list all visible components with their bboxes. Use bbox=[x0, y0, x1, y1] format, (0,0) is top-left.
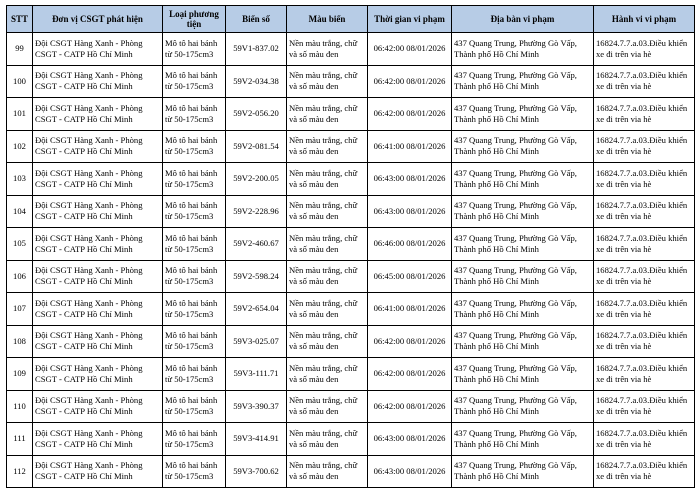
cell-time: 06:41:00 08/01/2026 bbox=[368, 130, 452, 163]
cell-time: 06:42:00 08/01/2026 bbox=[368, 98, 452, 131]
table-body bbox=[7, 33, 695, 488]
cell-plate-color: Nền màu trắng, chữ và số màu đen bbox=[287, 163, 368, 196]
cell-violation: 16824.7.7.a.03.Điều khiển xe đi trên via hè bbox=[594, 358, 695, 391]
header-stt: STT bbox=[7, 6, 33, 33]
cell-stt: 101 bbox=[7, 98, 33, 131]
cell-stt: 107 bbox=[7, 293, 33, 326]
violation-document bbox=[6, 5, 695, 488]
cell-time: 06:43:00 08/01/2026 bbox=[368, 163, 452, 196]
cell-unit: Đội CSGT Hàng Xanh - Phòng CSGT - CATP Hồ Chí Minh bbox=[33, 325, 163, 358]
cell-unit: Đội CSGT Hàng Xanh - Phòng CSGT - CATP Hồ Chí Minh bbox=[33, 293, 163, 326]
cell-violation: 16824.7.7.a.03.Điều khiển xe đi trên via hè bbox=[594, 455, 695, 488]
cell-vehicle: Mô tô hai bánh từ 50-175cm3 bbox=[163, 228, 226, 261]
cell-time: 06:43:00 08/01/2026 bbox=[368, 455, 452, 488]
cell-plate: 59V3-025.07 bbox=[226, 325, 287, 358]
cell-vehicle: Mô tô hai bánh từ 50-175cm3 bbox=[163, 455, 226, 488]
cell-violation: 16824.7.7.a.03.Điều khiển xe đi trên via hè bbox=[594, 33, 695, 66]
cell-stt: 102 bbox=[7, 130, 33, 163]
cell-time: 06:45:00 08/01/2026 bbox=[368, 260, 452, 293]
cell-location: 437 Quang Trung, Phường Gò Vấp, Thành phố Hồ Chí Minh bbox=[452, 390, 594, 423]
cell-time: 06:43:00 08/01/2026 bbox=[368, 195, 452, 228]
cell-location: 437 Quang Trung, Phường Gò Vấp, Thành phố Hồ Chí Minh bbox=[452, 423, 594, 456]
cell-unit: Đội CSGT Hàng Xanh - Phòng CSGT - CATP Hồ Chí Minh bbox=[33, 455, 163, 488]
cell-violation: 16824.7.7.a.03.Điều khiển xe đi trên via hè bbox=[594, 195, 695, 228]
header-violation: Hành vi vi phạm bbox=[594, 6, 695, 33]
cell-stt: 106 bbox=[7, 260, 33, 293]
cell-plate: 59V1-837.02 bbox=[226, 33, 287, 66]
header-vehicle: Loại phương tiện bbox=[163, 6, 226, 33]
cell-location: 437 Quang Trung, Phường Gò Vấp, Thành phố Hồ Chí Minh bbox=[452, 293, 594, 326]
cell-unit: Đội CSGT Hàng Xanh - Phòng CSGT - CATP Hồ Chí Minh bbox=[33, 260, 163, 293]
cell-plate-color: Nền màu trắng, chữ và số màu đen bbox=[287, 358, 368, 391]
cell-plate: 59V2-200.05 bbox=[226, 163, 287, 196]
cell-plate-color: Nền màu trắng, chữ và số màu đen bbox=[287, 130, 368, 163]
header-plate-color: Màu biển bbox=[287, 6, 368, 33]
cell-violation: 16824.7.7.a.03.Điều khiển xe đi trên via hè bbox=[594, 325, 695, 358]
table-row bbox=[7, 358, 695, 391]
cell-time: 06:42:00 08/01/2026 bbox=[368, 33, 452, 66]
cell-location: 437 Quang Trung, Phường Gò Vấp, Thành phố Hồ Chí Minh bbox=[452, 325, 594, 358]
cell-plate-color: Nền màu trắng, chữ và số màu đen bbox=[287, 260, 368, 293]
cell-unit: Đội CSGT Hàng Xanh - Phòng CSGT - CATP Hồ Chí Minh bbox=[33, 228, 163, 261]
table-row bbox=[7, 130, 695, 163]
cell-unit: Đội CSGT Hàng Xanh - Phòng CSGT - CATP Hồ Chí Minh bbox=[33, 65, 163, 98]
cell-unit: Đội CSGT Hàng Xanh - Phòng CSGT - CATP Hồ Chí Minh bbox=[33, 163, 163, 196]
cell-plate: 59V2-034.38 bbox=[226, 65, 287, 98]
table-row bbox=[7, 423, 695, 456]
cell-stt: 99 bbox=[7, 33, 33, 66]
cell-time: 06:42:00 08/01/2026 bbox=[368, 65, 452, 98]
cell-plate-color: Nền màu trắng, chữ và số màu đen bbox=[287, 195, 368, 228]
cell-vehicle: Mô tô hai bánh từ 50-175cm3 bbox=[163, 130, 226, 163]
cell-location: 437 Quang Trung, Phường Gò Vấp, Thành phố Hồ Chí Minh bbox=[452, 260, 594, 293]
cell-location: 437 Quang Trung, Phường Gò Vấp, Thành phố Hồ Chí Minh bbox=[452, 33, 594, 66]
cell-location: 437 Quang Trung, Phường Gò Vấp, Thành phố Hồ Chí Minh bbox=[452, 358, 594, 391]
cell-vehicle: Mô tô hai bánh từ 50-175cm3 bbox=[163, 293, 226, 326]
cell-stt: 100 bbox=[7, 65, 33, 98]
cell-unit: Đội CSGT Hàng Xanh - Phòng CSGT - CATP Hồ Chí Minh bbox=[33, 98, 163, 131]
cell-violation: 16824.7.7.a.03.Điều khiển xe đi trên via hè bbox=[594, 130, 695, 163]
cell-vehicle: Mô tô hai bánh từ 50-175cm3 bbox=[163, 98, 226, 131]
header-plate: Biển số bbox=[226, 6, 287, 33]
cell-unit: Đội CSGT Hàng Xanh - Phòng CSGT - CATP Hồ Chí Minh bbox=[33, 195, 163, 228]
table-row bbox=[7, 325, 695, 358]
cell-location: 437 Quang Trung, Phường Gò Vấp, Thành phố Hồ Chí Minh bbox=[452, 228, 594, 261]
cell-vehicle: Mô tô hai bánh từ 50-175cm3 bbox=[163, 195, 226, 228]
cell-unit: Đội CSGT Hàng Xanh - Phòng CSGT - CATP Hồ Chí Minh bbox=[33, 358, 163, 391]
cell-location: 437 Quang Trung, Phường Gò Vấp, Thành phố Hồ Chí Minh bbox=[452, 455, 594, 488]
table-row bbox=[7, 98, 695, 131]
table-row bbox=[7, 455, 695, 488]
table-row bbox=[7, 163, 695, 196]
cell-vehicle: Mô tô hai bánh từ 50-175cm3 bbox=[163, 325, 226, 358]
cell-plate: 59V2-228.96 bbox=[226, 195, 287, 228]
cell-plate: 59V2-460.67 bbox=[226, 228, 287, 261]
cell-stt: 105 bbox=[7, 228, 33, 261]
cell-plate-color: Nền màu trắng, chữ và số màu đen bbox=[287, 325, 368, 358]
cell-plate-color: Nền màu trắng, chữ và số màu đen bbox=[287, 228, 368, 261]
cell-location: 437 Quang Trung, Phường Gò Vấp, Thành phố Hồ Chí Minh bbox=[452, 195, 594, 228]
cell-vehicle: Mô tô hai bánh từ 50-175cm3 bbox=[163, 65, 226, 98]
cell-violation: 16824.7.7.a.03.Điều khiển xe đi trên via hè bbox=[594, 98, 695, 131]
cell-plate-color: Nền màu trắng, chữ và số màu đen bbox=[287, 390, 368, 423]
cell-plate: 59V2-081.54 bbox=[226, 130, 287, 163]
cell-violation: 16824.7.7.a.03.Điều khiển xe đi trên via hè bbox=[594, 293, 695, 326]
cell-plate: 59V2-654.04 bbox=[226, 293, 287, 326]
header-location: Địa bàn vi phạm bbox=[452, 6, 594, 33]
header-row bbox=[7, 6, 695, 33]
cell-location: 437 Quang Trung, Phường Gò Vấp, Thành phố Hồ Chí Minh bbox=[452, 98, 594, 131]
cell-location: 437 Quang Trung, Phường Gò Vấp, Thành phố Hồ Chí Minh bbox=[452, 130, 594, 163]
table-row bbox=[7, 65, 695, 98]
table-row bbox=[7, 228, 695, 261]
cell-time: 06:42:00 08/01/2026 bbox=[368, 390, 452, 423]
cell-stt: 110 bbox=[7, 390, 33, 423]
cell-plate: 59V2-056.20 bbox=[226, 98, 287, 131]
table-row bbox=[7, 195, 695, 228]
cell-violation: 16824.7.7.a.03.Điều khiển xe đi trên via hè bbox=[594, 65, 695, 98]
cell-time: 06:46:00 08/01/2026 bbox=[368, 228, 452, 261]
cell-stt: 112 bbox=[7, 455, 33, 488]
cell-stt: 111 bbox=[7, 423, 33, 456]
cell-time: 06:42:00 08/01/2026 bbox=[368, 358, 452, 391]
header-unit: Đơn vị CSGT phát hiện bbox=[33, 6, 163, 33]
cell-violation: 16824.7.7.a.03.Điều khiển xe đi trên via hè bbox=[594, 390, 695, 423]
cell-violation: 16824.7.7.a.03.Điều khiển xe đi trên via hè bbox=[594, 163, 695, 196]
cell-plate-color: Nền màu trắng, chữ và số màu đen bbox=[287, 423, 368, 456]
cell-vehicle: Mô tô hai bánh từ 50-175cm3 bbox=[163, 163, 226, 196]
cell-location: 437 Quang Trung, Phường Gò Vấp, Thành phố Hồ Chí Minh bbox=[452, 65, 594, 98]
cell-violation: 16824.7.7.a.03.Điều khiển xe đi trên via hè bbox=[594, 423, 695, 456]
cell-plate-color: Nền màu trắng, chữ và số màu đen bbox=[287, 98, 368, 131]
cell-plate-color: Nền màu trắng, chữ và số màu đen bbox=[287, 293, 368, 326]
table-row bbox=[7, 293, 695, 326]
cell-stt: 108 bbox=[7, 325, 33, 358]
cell-time: 06:43:00 08/01/2026 bbox=[368, 423, 452, 456]
cell-plate-color: Nền màu trắng, chữ và số màu đen bbox=[287, 33, 368, 66]
cell-unit: Đội CSGT Hàng Xanh - Phòng CSGT - CATP Hồ Chí Minh bbox=[33, 423, 163, 456]
cell-plate: 59V3-390.37 bbox=[226, 390, 287, 423]
table-row bbox=[7, 260, 695, 293]
cell-time: 06:42:00 08/01/2026 bbox=[368, 325, 452, 358]
cell-plate: 59V2-598.24 bbox=[226, 260, 287, 293]
violation-table bbox=[6, 5, 695, 488]
cell-vehicle: Mô tô hai bánh từ 50-175cm3 bbox=[163, 33, 226, 66]
cell-plate-color: Nền màu trắng, chữ và số màu đen bbox=[287, 65, 368, 98]
cell-vehicle: Mô tô hai bánh từ 50-175cm3 bbox=[163, 260, 226, 293]
header-time: Thời gian vi phạm bbox=[368, 6, 452, 33]
cell-unit: Đội CSGT Hàng Xanh - Phòng CSGT - CATP Hồ Chí Minh bbox=[33, 130, 163, 163]
cell-stt: 103 bbox=[7, 163, 33, 196]
cell-vehicle: Mô tô hai bánh từ 50-175cm3 bbox=[163, 423, 226, 456]
cell-location: 437 Quang Trung, Phường Gò Vấp, Thành phố Hồ Chí Minh bbox=[452, 163, 594, 196]
cell-violation: 16824.7.7.a.03.Điều khiển xe đi trên via hè bbox=[594, 260, 695, 293]
cell-plate: 59V3-111.71 bbox=[226, 358, 287, 391]
table-header bbox=[7, 6, 695, 33]
cell-stt: 109 bbox=[7, 358, 33, 391]
cell-unit: Đội CSGT Hàng Xanh - Phòng CSGT - CATP Hồ Chí Minh bbox=[33, 390, 163, 423]
cell-vehicle: Mô tô hai bánh từ 50-175cm3 bbox=[163, 390, 226, 423]
table-row bbox=[7, 33, 695, 66]
cell-plate: 59V3-414.91 bbox=[226, 423, 287, 456]
table-row bbox=[7, 390, 695, 423]
cell-vehicle: Mô tô hai bánh từ 50-175cm3 bbox=[163, 358, 226, 391]
cell-violation: 16824.7.7.a.03.Điều khiển xe đi trên via hè bbox=[594, 228, 695, 261]
cell-plate-color: Nền màu trắng, chữ và số màu đen bbox=[287, 455, 368, 488]
cell-unit: Đội CSGT Hàng Xanh - Phòng CSGT - CATP Hồ Chí Minh bbox=[33, 33, 163, 66]
cell-stt: 104 bbox=[7, 195, 33, 228]
cell-plate: 59V3-700.62 bbox=[226, 455, 287, 488]
cell-time: 06:41:00 08/01/2026 bbox=[368, 293, 452, 326]
